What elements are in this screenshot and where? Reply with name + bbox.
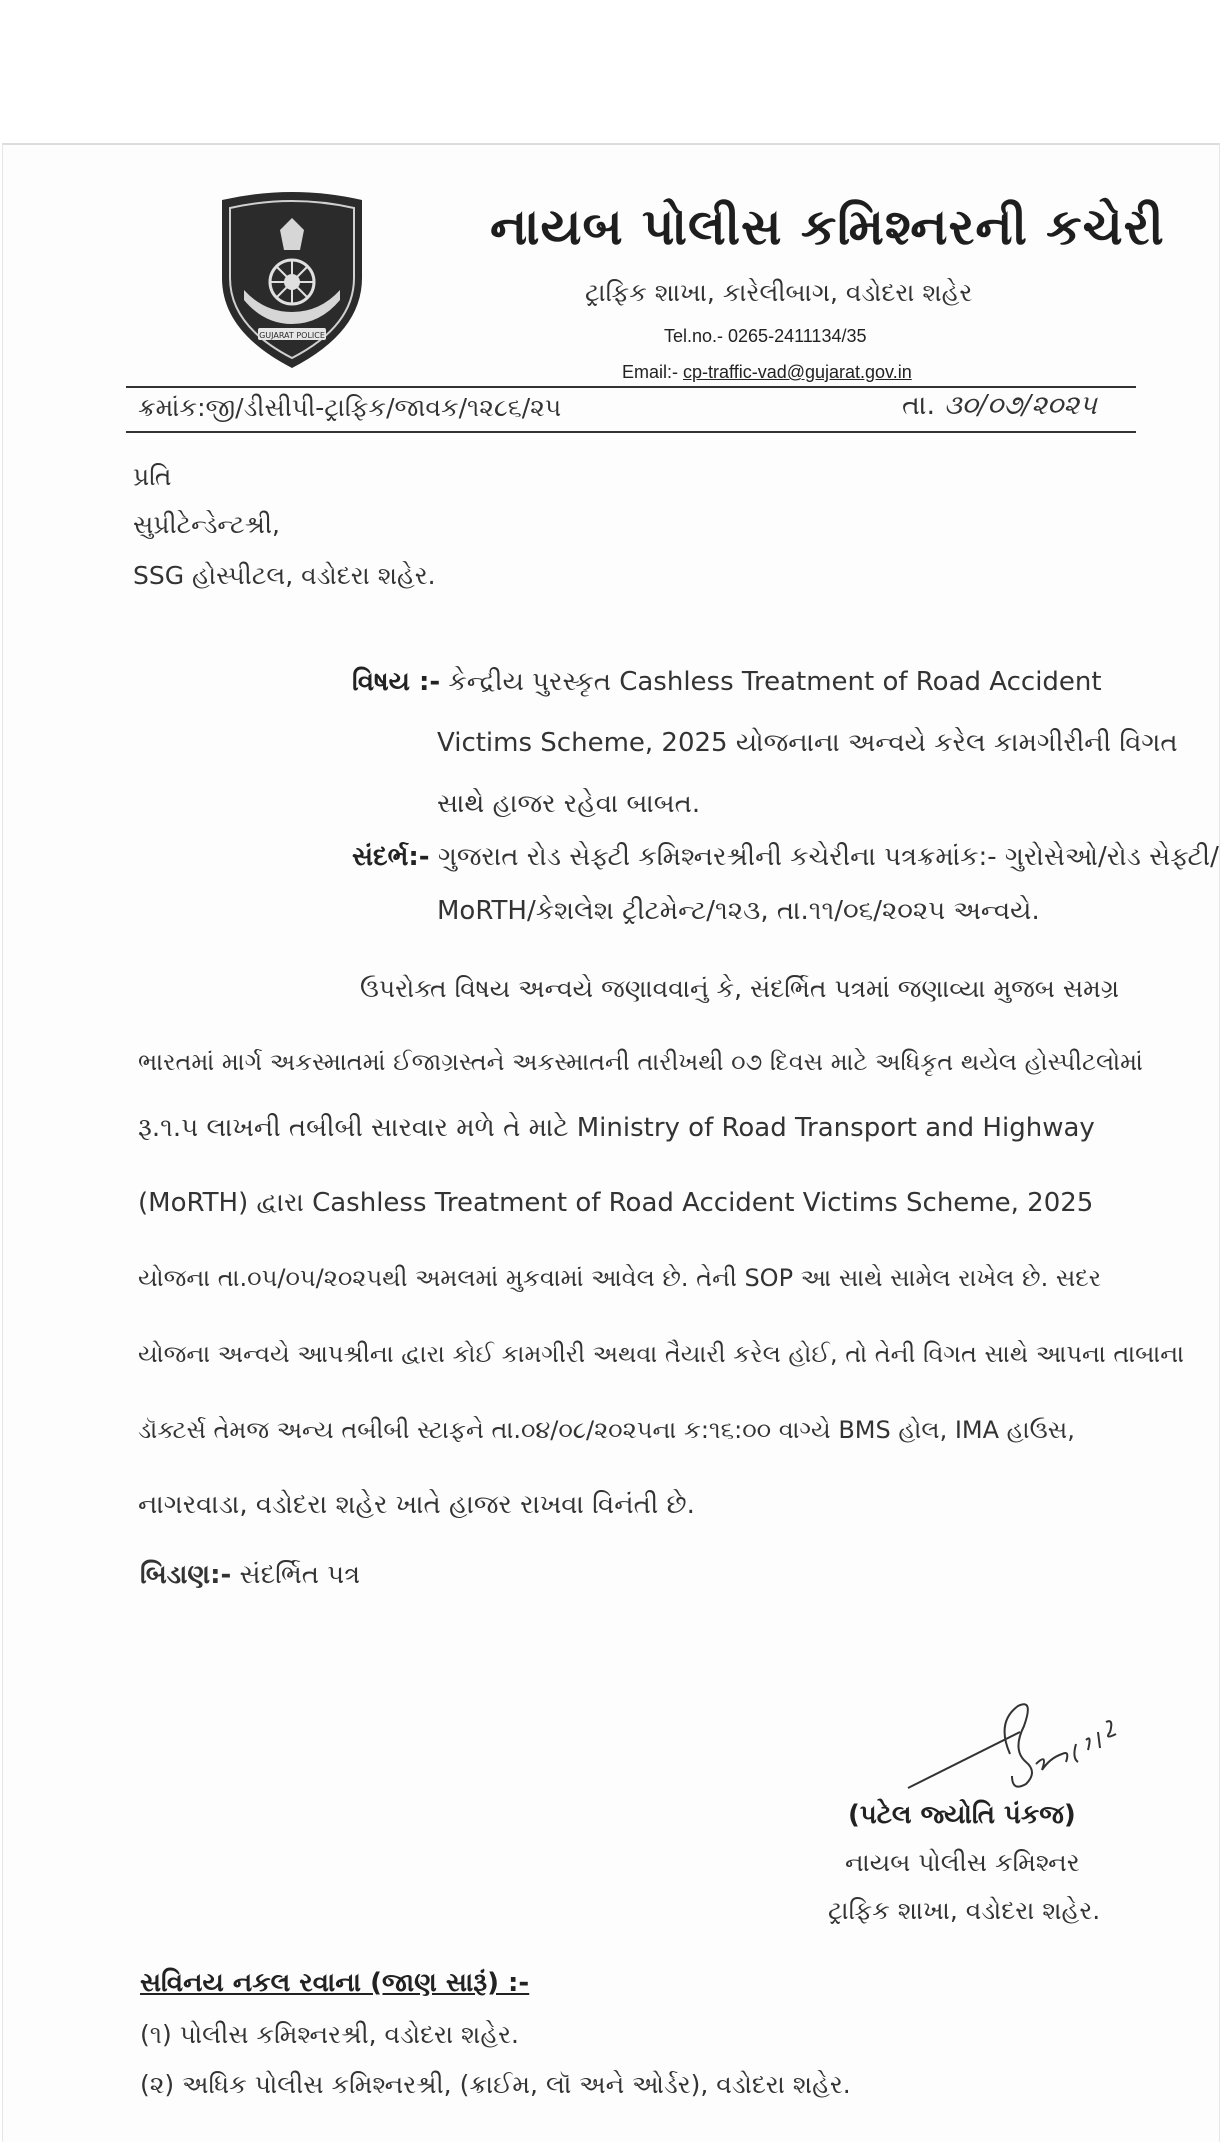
attachment-label: બિડાણ:- [140, 1560, 232, 1590]
office-title: નાયબ પોલીસ કમિશ્નરની કચેરી [490, 198, 1165, 256]
header-rule-top [126, 386, 1136, 388]
signatory-office: ટ્રાફિક શાખા, વડોદરા શહેર. [828, 1896, 1101, 1925]
reference-context-line-2: MoRTH/કેશલેશ ટ્રીટમેન્ટ/૧૨૩, તા.૧૧/૦૬/૨૦૨૫ અન્વયે. [437, 896, 1040, 926]
emblem-text: GUJARAT POLICE [259, 331, 325, 340]
body-line-1: ઉપરોક્ત વિષય અન્વયે જણાવવાનું કે, સંદર્ભિત પત્રમાં જણાવ્યા મુજબ સમગ્ર [360, 974, 1119, 1003]
addressee-to: પ્રતિ [133, 462, 172, 491]
subject-line-2: Victims Scheme, 2025 યોજનાના અન્વયે કરેલ કામગીરીની વિગત [437, 728, 1178, 758]
office-telephone: Tel.no.- 0265-2411134/35 [664, 326, 867, 346]
email-label: Email:- [622, 362, 684, 382]
gujarat-police-emblem [214, 190, 370, 370]
subject-label: વિષય :- [352, 667, 441, 697]
header-rule-bottom [126, 431, 1136, 433]
date-value: ૩૦/૦૭/૨૦૨૫ [943, 390, 1097, 421]
body-line-8: નાગરવાડા, વડોદરા શહેર ખાતે હાજર રાખવા વિનંતી છે. [138, 1490, 695, 1520]
addressee-title: સુપ્રીટેન્ડેન્ટશ્રી, [133, 510, 280, 539]
body-line-3: રૂ.૧.૫ લાખની તબીબી સારવાર મળે તે માટે Ministry of Road Transport and Highway [138, 1113, 1095, 1143]
reference-date [902, 390, 1097, 422]
copy-to-heading: સવિનય નકલ રવાના (જાણ સારૂં) :- [140, 1968, 530, 1998]
office-subtitle: ટ્રાફિક શાખા, કારેલીબાગ, વડોદરા શહેર [585, 278, 973, 307]
body-line-4: (MoRTH) દ્વારા Cashless Treatment of Road Accident Victims Scheme, 2025 [138, 1188, 1094, 1218]
reference-context-label: સંદર્ભ:- [352, 842, 430, 872]
signatory-name: (પટેલ જ્યોતિ પંકજ) [848, 1800, 1076, 1830]
body-line-2: ભારતમાં માર્ગ અકસ્માતમાં ઈજાગ્રસ્તને અકસ્માતની તારીખથી ૦૭ દિવસ માટે અધિકૃત થયેલ હોસ્પીટલોમાં [138, 1048, 1143, 1076]
subject-line-3: સાથે હાજર રહેવા બાબત. [437, 789, 701, 819]
body-line-7: ડૉક્ટર્સ તેમજ અન્ય તબીબી સ્ટાફને તા.૦૪/૦૮/૨૦૨૫ના ક:૧૬:૦૦ વાગ્યે BMS હોલ, IMA હાઉસ, [138, 1416, 1075, 1444]
subject-line-1: વિષય :- કેન્દ્રીય પુરસ્કૃત Cashless Treatment of Road Accident [352, 667, 1102, 697]
body-line-5: યોજના તા.૦૫/૦૫/૨૦૨૫થી અમલમાં મુકવામાં આવેલ છે. તેની SOP આ સાથે સામેલ રાખેલ છે. સદર [138, 1264, 1102, 1292]
body-line-6: યોજના અન્વયે આપશ્રીના દ્વારા કોઈ કામગીરી અથવા તૈયારી કરેલ હોઈ, તો તેની વિગત સાથે આપના તાબાના [138, 1340, 1185, 1368]
reference-context-line-1: સંદર્ભ:- ગુજરાત રોડ સેફ્ટી કમિશ્નરશ્રીની કચેરીના પત્રક્રમાંક:- ગુરોસેઓ/રોડ સેફ્ટી/ [352, 842, 1219, 872]
handwritten-signature [900, 1692, 1130, 1802]
addressee-organisation: SSG હોસ્પીટલ, વડોદરા શહેર. [133, 561, 436, 590]
reference-number: ક્રમાંક:જી/ડીસીપી-ટ્રાફિક/જાવક/૧૨૮૬/૨૫ [138, 393, 562, 422]
email-address[interactable]: cp-traffic-vad@gujarat.gov.in [683, 362, 912, 382]
office-email [622, 362, 912, 383]
copy-to-item-1: (૧) પોલીસ કમિશ્નરશ્રી, વડોદરા શહેર. [140, 2020, 519, 2049]
signatory-designation: નાયબ પોલીસ કમિશ્નર [845, 1848, 1080, 1877]
copy-to-item-2: (૨) અધિક પોલીસ કમિશ્નરશ્રી, (ક્રાઈમ, લૉ અને ઓર્ડર), વડોદરા શહેર. [140, 2070, 851, 2099]
attachment-line: બિડાણ:- સંદર્ભિત પત્ર [140, 1560, 361, 1590]
date-prefix: તા. [902, 390, 936, 421]
